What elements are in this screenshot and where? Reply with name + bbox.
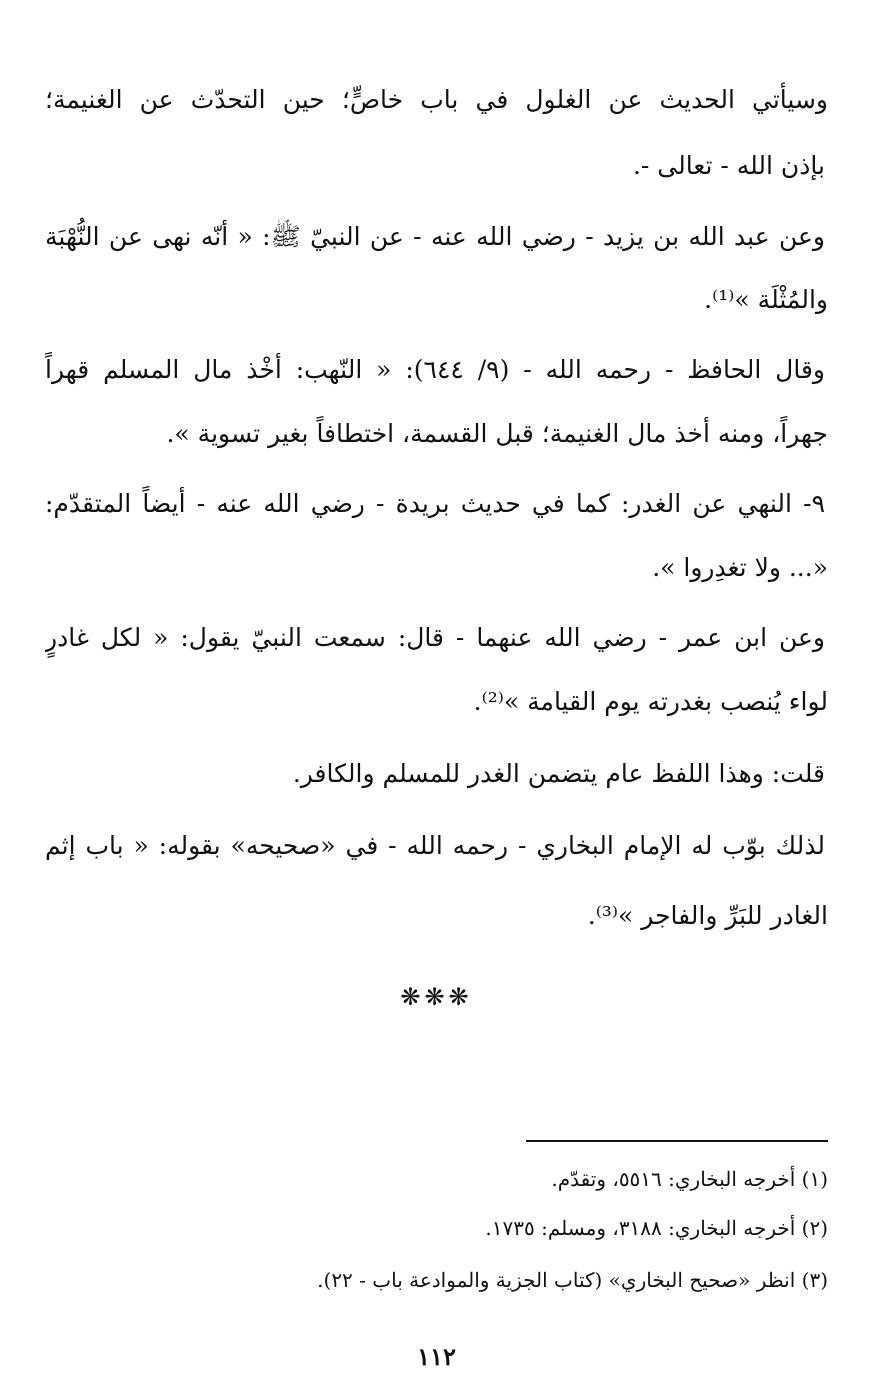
- paragraph-1-line-2: بإذن الله - تعالى -.: [632, 151, 825, 180]
- paragraph-4-line-2: «... ولا تغدِروا ».: [652, 553, 828, 582]
- footnote-divider: [526, 1140, 828, 1142]
- paragraph-7-line-1: لذلك بوّب له الإمام البخاري - رحمه الله - في «صحيحه» بقوله: « باب إثم: [45, 831, 825, 860]
- paragraph-6-line-1: قلت: وهذا اللفظ عام يتضمن الغدر للمسلم والكافر.: [292, 759, 825, 788]
- paragraph-4-line-1: ٩- النهي عن الغدر: كما في حديث بريدة - رضي الله عنه - أيضاً المتقدّم:: [45, 489, 825, 518]
- footnote-2: (٢) أخرجه البخاري: ٣١٨٨، ومسلم: ١٧٣٥.: [485, 1216, 828, 1240]
- paragraph-3-line-2: جهراً، ومنه أخذ مال الغنيمة؛ قبل القسمة، اختطافاً بغير تسوية ».: [166, 419, 828, 448]
- paragraph-5-line-1: وعن ابن عمر - رضي الله عنهما - قال: سمعت النبيّ يقول: « لكل غادرٍ: [45, 623, 825, 652]
- paragraph-3-line-1: وقال الحافظ - رحمه الله - (٩/ ٦٤٤): « النّهب: أخْذ مال المسلم قهراً: [45, 355, 825, 384]
- section-separator-stars: ❋❋❋: [400, 983, 473, 1011]
- page-number: ١١٢: [417, 1342, 456, 1371]
- footnote-1: (١) أخرجه البخاري: ٥٥١٦، وتقدّم.: [551, 1167, 828, 1191]
- paragraph-2-line-2: والمُثْلَة »⁽¹⁾.: [704, 285, 828, 314]
- paragraph-1-line-1: وسيأتي الحديث عن الغلول في باب خاصٍّ؛ حين التحدّث عن الغنيمة؛: [45, 85, 828, 114]
- footnote-3: (٣) انظر «صحيح البخاري» (كتاب الجزية والموادعة باب - ٢٢).: [317, 1268, 828, 1292]
- paragraph-5-line-2: لواء يُنصب بغدرته يوم القيامة »⁽²⁾.: [473, 687, 828, 716]
- paragraph-2-line-1: وعن عبد الله بن يزيد - رضي الله عنه - عن النبيّ ﷺ: « أنّه نهى عن النُّهْبَة: [45, 222, 825, 251]
- paragraph-7-line-2: الغادر للبَرِّ والفاجر »⁽³⁾.: [587, 901, 828, 930]
